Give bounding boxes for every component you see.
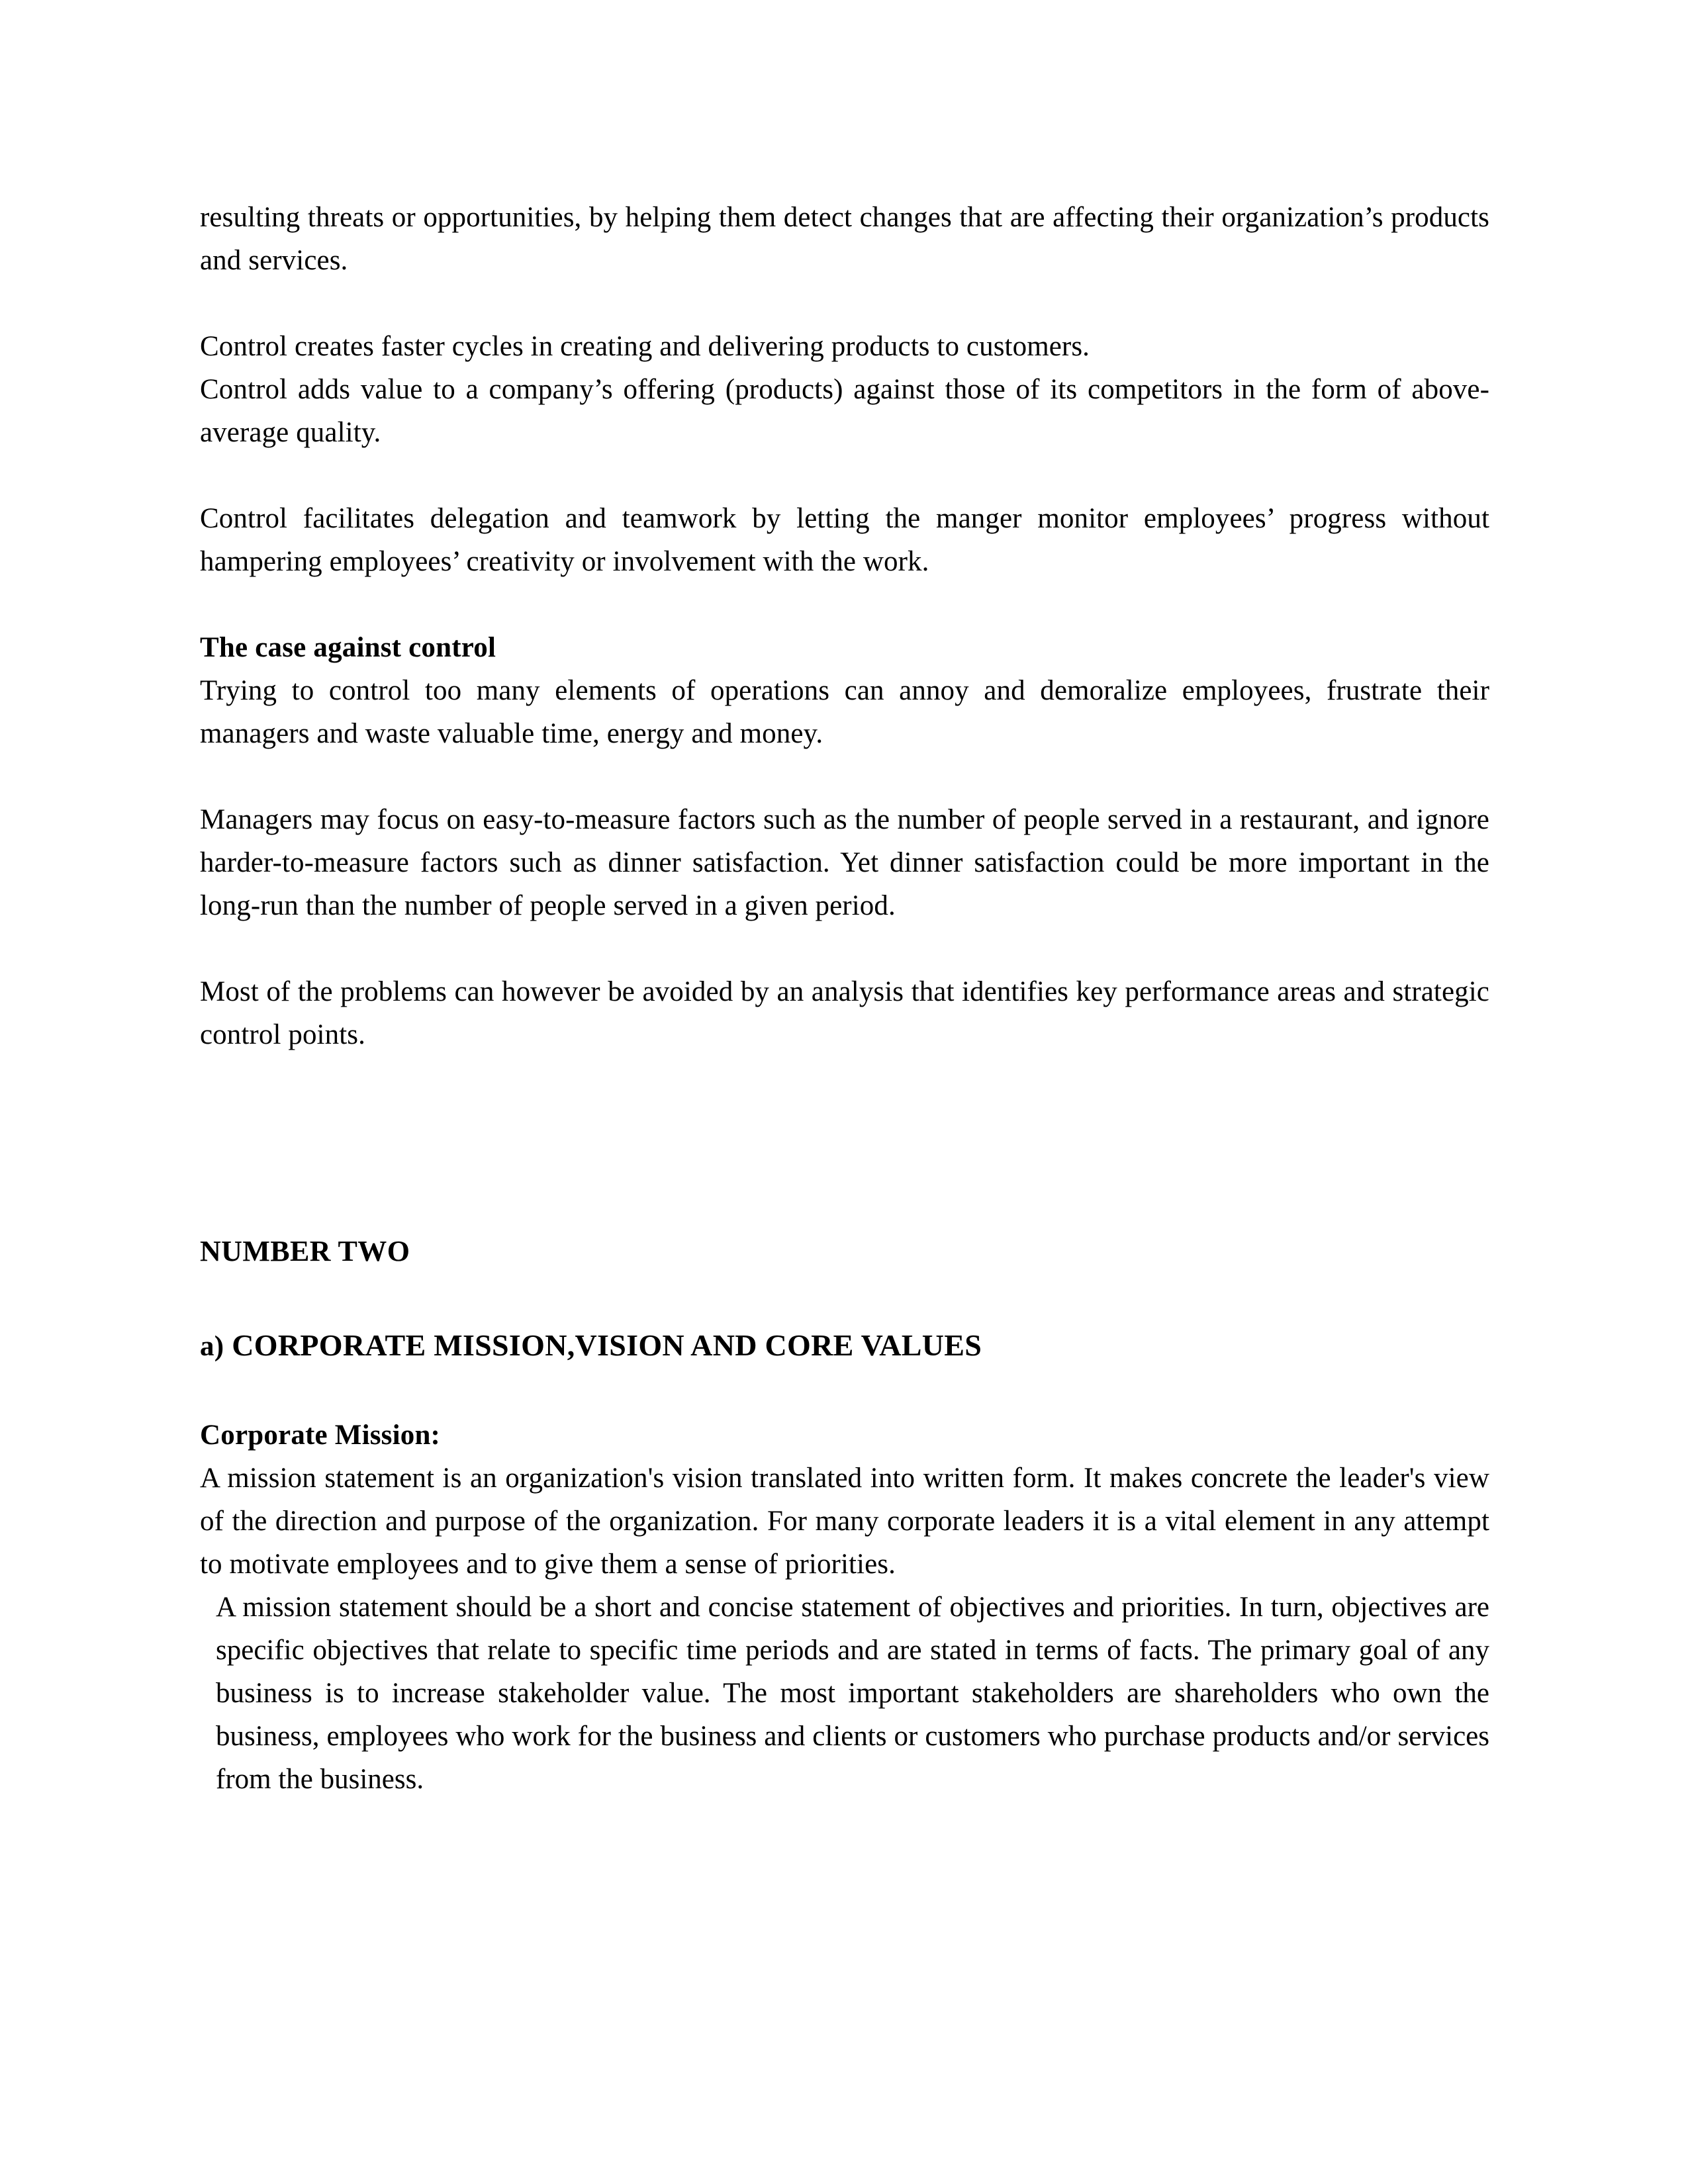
list-marker-a: a): [200, 1331, 224, 1362]
paragraph-spacer: [200, 282, 1489, 325]
heading-number-two: NUMBER TWO: [200, 1235, 410, 1267]
document-body: [200, 196, 1489, 1801]
heading-corporate-mission: Corporate Mission:: [200, 1420, 441, 1451]
paragraph-spacer: [200, 755, 1489, 798]
paragraph-trying-to-control: Trying to control too many elements of operations can annoy and demoralize employees, frustrate their managers and waste valuable time, energy and money.: [200, 675, 1489, 749]
heading-caps-label: CORPORATE MISSION,VISION AND CORE VALUES: [232, 1328, 982, 1362]
paragraph-resulting-threats: resulting threats or opportunities, by helping them detect changes that are affecting their organization’s products and services.: [200, 202, 1489, 276]
paragraph-spacer: [200, 583, 1489, 626]
paragraph-spacer: [200, 454, 1489, 497]
indented-block: [216, 1586, 1489, 1801]
paragraph-most-of-the-problems: Most of the problems can however be avoided by an analysis that identifies key performance areas and strategic control points.: [200, 976, 1489, 1050]
paragraph-mission-statement-objectives: A mission statement should be a short and concise statement of objectives and priorities. In turn, objectives are specific objectives that relate to specific time periods and are stated in terms of facts. The primary goal of any business is to increase stakeholder value. The most important stakeholders are shareholders who own the business, employees who work for the business and clients or customers who purchase products and/or services from the business.: [216, 1592, 1489, 1795]
paragraph-mission-statement-definition: A mission statement is an organization's vision translated into written form. It makes concrete the leader's view of the direction and purpose of the organization. For many corporate leaders it is a vital element in any attempt to motivate employees and to give them a sense of priorities.: [200, 1463, 1489, 1580]
section-spacer: [200, 1056, 1489, 1230]
heading-case-against-control: The case against control: [200, 632, 496, 663]
paragraph-control-faster-cycles: Control creates faster cycles in creating and delivering products to customers.: [200, 331, 1090, 362]
paragraph-managers-may-focus: Managers may focus on easy-to-measure factors such as the number of people served in a restaurant, and ignore harder-to-measure factors such as dinner satisfaction. Yet dinner satisfaction could be more important in the long-run than the number of people served in a given period.: [200, 804, 1489, 921]
heading-spacer: [200, 1273, 1489, 1322]
paragraph-control-facilitates-delegation: Control facilitates delegation and teamwork by letting the manger monitor employees’ progress without hampering employees’ creativity or involvement with the work.: [200, 503, 1489, 577]
paragraph-control-adds-value: Control adds value to a company’s offering (products) against those of its competitors in the form of above-average quality.: [200, 374, 1489, 448]
paragraph-spacer: [200, 927, 1489, 970]
heading-spacer: [200, 1370, 1489, 1414]
heading-corporate-mission-vision-core-values: [200, 1322, 1489, 1370]
